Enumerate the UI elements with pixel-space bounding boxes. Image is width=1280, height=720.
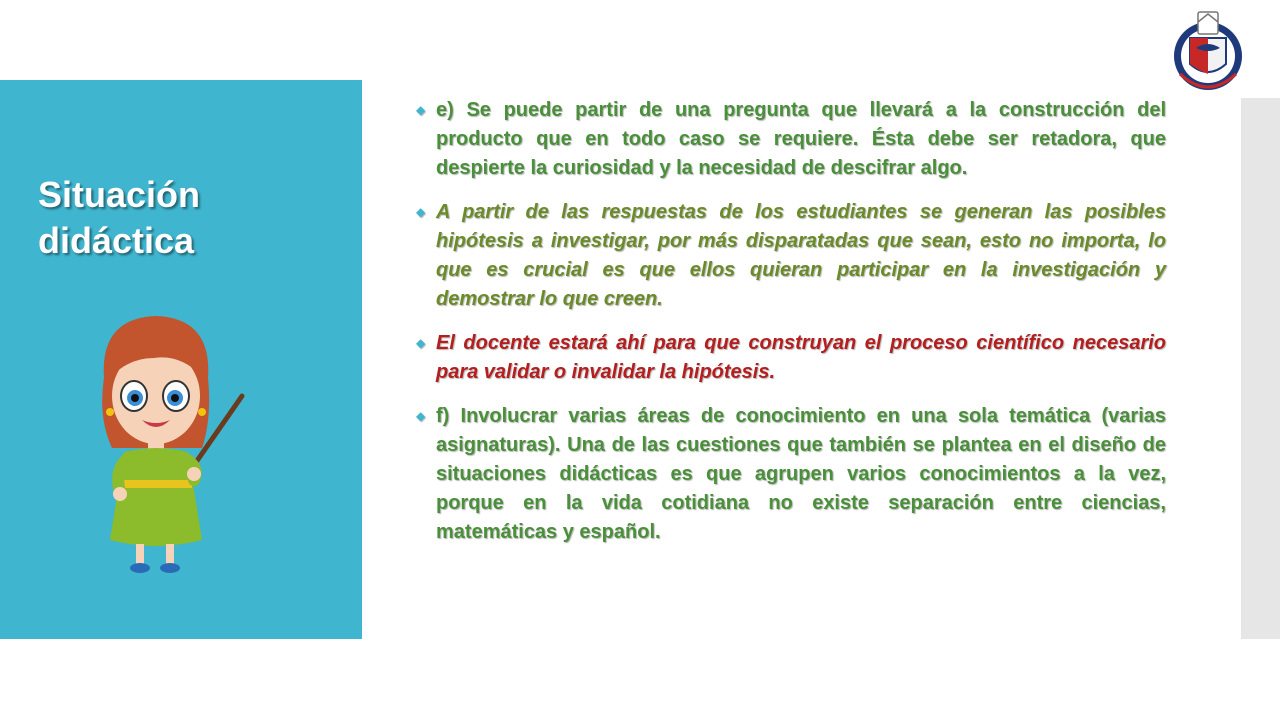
right-decoration-strip xyxy=(1241,98,1280,639)
list-item xyxy=(416,198,1166,314)
list-item xyxy=(416,329,1166,387)
bullet-icon: ◆ xyxy=(416,336,426,350)
bullet-text: e) Se puede partir de una pregunta que llevará a la construcción del producto que en todo caso se requiere. Ésta debe ser retadora, que despierte la curiosidad y la necesidad de descifrar algo. xyxy=(436,99,1166,179)
bullet-text: A partir de las respuestas de los estudiantes se generan las posibles hipótesis a investigar, por más disparatadas que sean, esto no importa, lo que es crucial es que ellos quieran participar en la investigación y demostrar lo que creen. xyxy=(436,201,1166,310)
bullet-icon: ◆ xyxy=(416,205,426,219)
bullet-list xyxy=(416,96,1166,562)
bullet-text: f) Involucrar varias áreas de conocimiento en una sola temática (varias asignaturas). Una de las cuestiones que también se plantea en el diseño de situaciones didácticas es que agrupen varios conocimientos a la vez, porque en la vida cotidiana no existe separación entre ciencias, matemáticas y español. xyxy=(436,405,1166,543)
teacher-cartoon-illustration xyxy=(84,308,264,578)
university-crest-icon xyxy=(1172,4,1244,98)
slide-title: Situación didáctica xyxy=(38,174,201,261)
list-item xyxy=(416,402,1166,547)
list-item xyxy=(416,96,1166,183)
bullet-icon: ◆ xyxy=(416,103,426,117)
bullet-icon: ◆ xyxy=(416,409,426,423)
bullet-text: El docente estará ahí para que construyan el proceso científico necesario para validar o invalidar la hipótesis. xyxy=(436,332,1166,383)
